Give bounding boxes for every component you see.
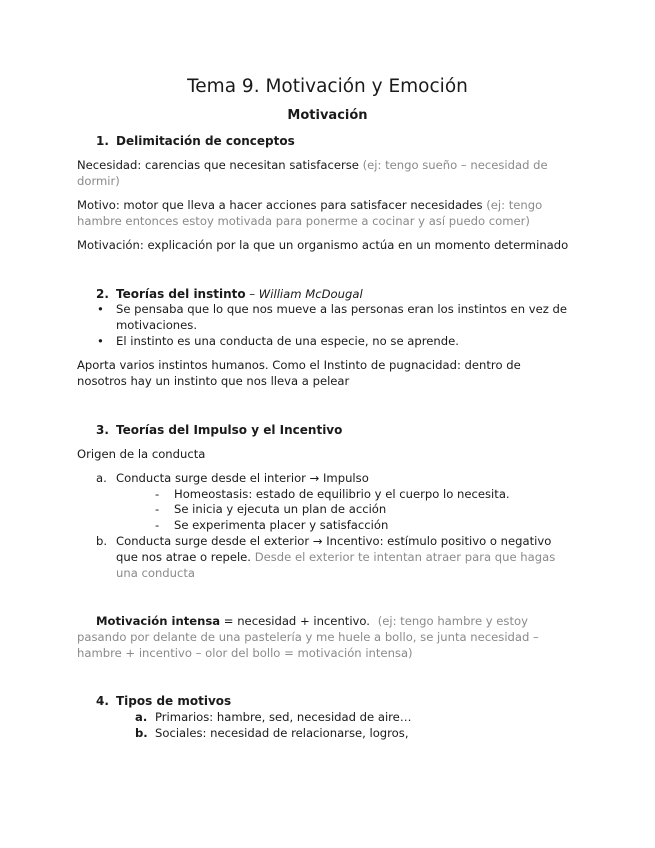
s2-number: 2. [96, 287, 109, 301]
s4-heading: Tipos de motivos [116, 694, 232, 708]
s3-b-line2 [116, 549, 555, 565]
s2-paragraph-line1: Aporta varios instintos humanos. Como el Instinto de pugnacidad: dentro de [77, 358, 521, 372]
s4-a-text: Primarios: hambre, sed, necesidad de aire… [155, 710, 412, 724]
s4-b-text: Sociales: necesidad de relacionarse, logros, [155, 726, 409, 740]
s2-bullet1-line1: Se pensaba que lo que nos mueve a las personas eran los instintos en vez de [116, 302, 567, 316]
motivacion-line: Motivación: explicación por la que un organismo actúa en un momento determinado [77, 238, 569, 252]
s2-author: William McDougal [258, 287, 363, 301]
intensa-example-line3: hambre + incentivo – olor del bollo = motivación intensa) [77, 646, 413, 660]
motivo-line [77, 197, 542, 213]
bullet-dot: • [97, 334, 104, 348]
dash-marker: - [155, 502, 160, 516]
intensa-bold: Motivación intensa [96, 614, 221, 628]
s2-bullet1-line2: motivaciones. [116, 318, 198, 332]
s3-b-line1: Conducta surge desde el exterior → Incentivo: estímulo positivo o negativo [116, 534, 552, 548]
dash-marker: - [155, 487, 160, 501]
s2-heading: Teorías del instinto [116, 287, 246, 301]
motivo-example: (ej: tengo [486, 198, 543, 212]
necesidad-text: Necesidad: carencias que necesitan satisfacerse [77, 158, 359, 172]
necesidad-line [77, 157, 548, 173]
s3-a-text: Conducta surge desde el interior → Impulso [116, 471, 369, 485]
intensa-line [96, 613, 528, 629]
s3-a-sub1: Homeostasis: estado de equilibrio y el cuerpo lo necesita. [174, 487, 510, 501]
s3-b-note: Desde el exterior te intentan atraer para que hagas [254, 550, 556, 564]
s3-b-label: b. [96, 534, 108, 548]
origen-text: Origen de la conducta [77, 447, 206, 461]
intensa-equation: = necesidad + incentivo. [220, 614, 370, 628]
dash-marker: - [155, 518, 160, 532]
s3-number: 3. [96, 423, 109, 437]
necesidad-example: (ej: tengo sueño – necesidad de [362, 158, 548, 172]
motivo-example-cont: hambre entonces estoy motivada para ponerme a cocinar y así puedo comer) [77, 214, 530, 228]
page-title: Tema 9. Motivación y Emoción [187, 76, 468, 97]
s2-heading-line [116, 286, 363, 302]
s4-b-label: b. [135, 726, 148, 740]
s1-heading: Delimitación de conceptos [116, 134, 295, 148]
intensa-example: (ej: tengo hambre y estoy [377, 614, 528, 628]
s3-b-text: que nos atrae o repele. [116, 550, 251, 564]
s4-number: 4. [96, 694, 109, 708]
s3-a-sub2: Se inicia y ejecuta un plan de acción [174, 502, 387, 516]
s3-heading: Teorías del Impulso y el Incentivo [116, 423, 343, 437]
s4-a-label: a. [135, 710, 148, 724]
s3-a-sub3: Se experimenta placer y satisfacción [174, 518, 389, 532]
s1-number: 1. [96, 134, 109, 148]
motivo-text: Motivo: motor que lleva a hacer acciones para satisfacer necesidades [77, 198, 483, 212]
bullet-dot: • [97, 302, 104, 316]
s3-a-label: a. [96, 471, 107, 485]
s2-dash: – [245, 287, 259, 301]
s3-b-note-cont: una conducta [116, 566, 196, 580]
s2-paragraph-line2: nosotros hay un instinto que nos lleva a pelear [77, 374, 350, 388]
s2-bullet2: El instinto es una conducta de una especie, no se aprende. [116, 334, 459, 348]
intensa-example-line2: pasando por delante de una pastelería y me huele a bollo, se junta necesidad – [77, 630, 539, 644]
section-title: Motivación [287, 108, 368, 123]
necesidad-example-cont: dormir) [77, 174, 120, 188]
